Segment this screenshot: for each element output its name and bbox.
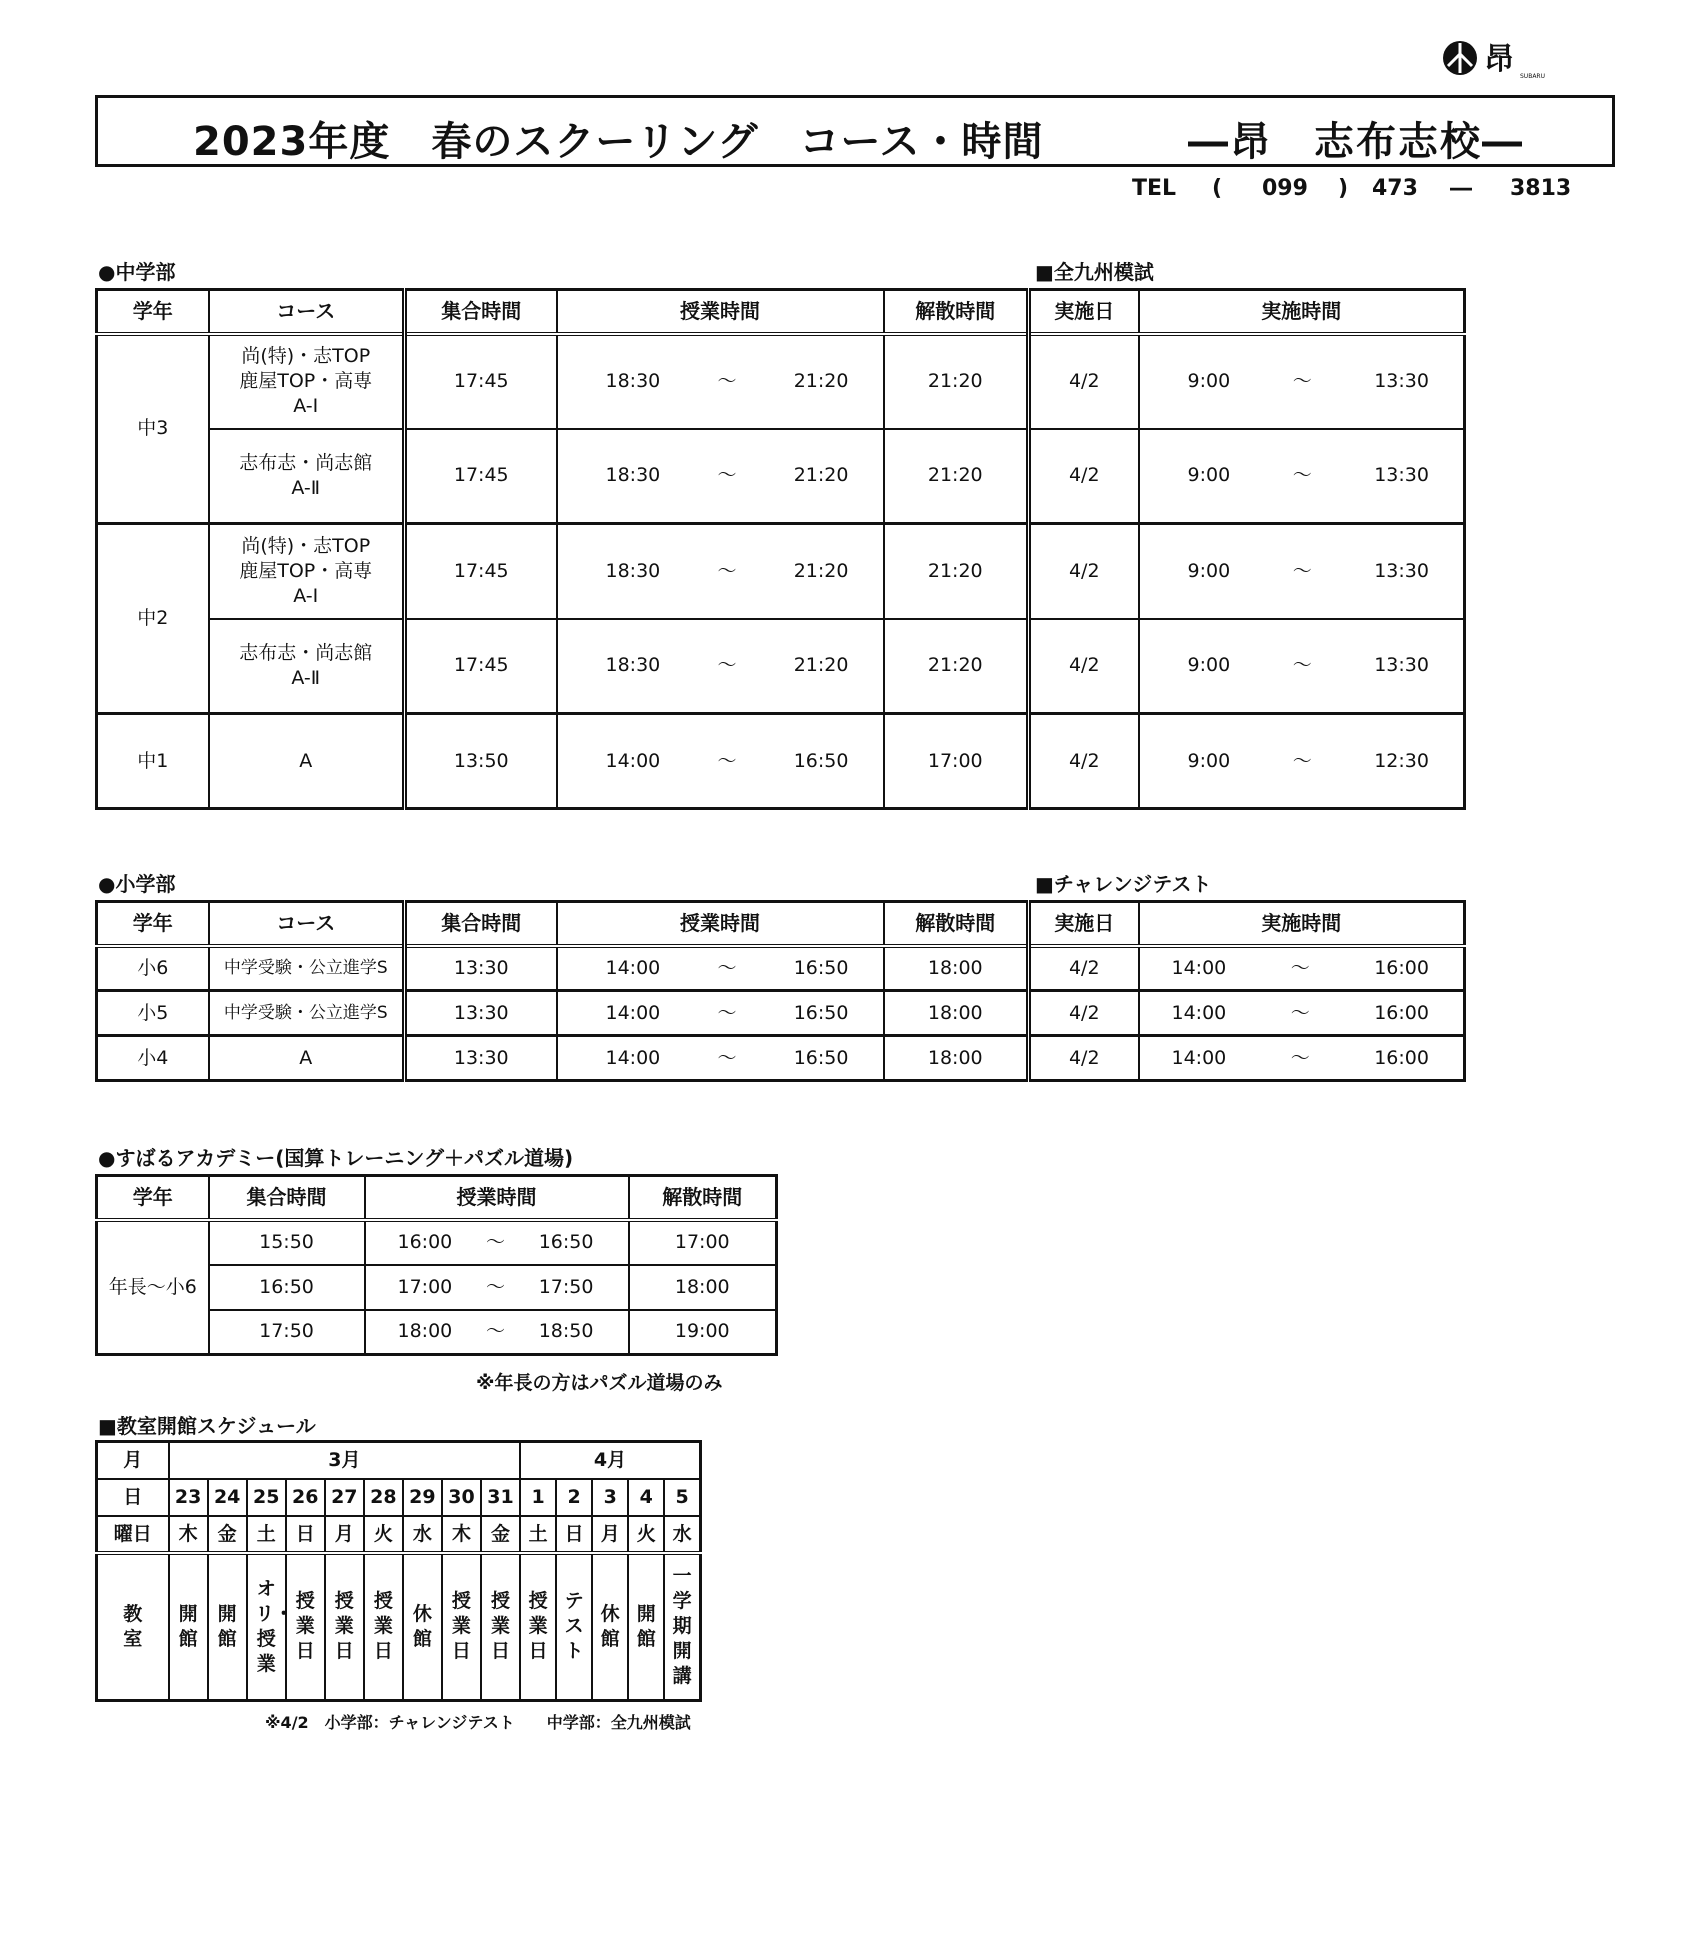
weekday-cell: 木	[169, 1516, 208, 1553]
course-cell: 中学受験・公立進学S	[209, 991, 405, 1036]
table-row	[97, 334, 1465, 429]
gather-time: 17:45	[405, 334, 557, 429]
header-cell: 解散時間	[884, 902, 1029, 946]
header-cell: 授業時間	[557, 290, 884, 334]
status-cell: 授業日	[442, 1553, 481, 1701]
header-cell: 解散時間	[884, 290, 1029, 334]
exam-date: 4/2	[1029, 714, 1139, 809]
class-time: 14:00 ～ 16:50	[557, 714, 884, 809]
grade-cell: 小4	[97, 1036, 209, 1081]
table-row	[97, 946, 1465, 991]
gather-time: 16:50	[209, 1265, 365, 1310]
gather-time: 15:50	[209, 1220, 365, 1265]
test-date: 4/2	[1029, 1036, 1139, 1081]
dismiss-time: 17:00	[884, 714, 1029, 809]
month-april: 4月	[520, 1442, 700, 1479]
weekday-cell: 火	[364, 1516, 403, 1553]
class-time: 16:00 ～ 16:50	[365, 1220, 629, 1265]
test-date: 4/2	[1029, 991, 1139, 1036]
weekday-label: 曜日	[97, 1516, 169, 1553]
exam-time: 9:00 ～ 13:30	[1139, 429, 1465, 524]
day-cell: 25	[247, 1479, 286, 1516]
header-cell: 集合時間	[405, 902, 557, 946]
class-time: 17:00 ～ 17:50	[365, 1265, 629, 1310]
test-time: 14:00 ～ 16:00	[1139, 991, 1465, 1036]
class-time: 14:00 ～ 16:50	[557, 946, 884, 991]
status-cell: 授業日	[286, 1553, 325, 1701]
elementary-table	[95, 900, 1466, 1082]
gather-time: 17:45	[405, 429, 557, 524]
course-cell: A	[209, 714, 405, 809]
status-cell: 授業日	[520, 1553, 556, 1701]
header-cell: 学年	[97, 290, 209, 334]
tel-exchange: 473	[1372, 176, 1418, 201]
day-cell: 23	[169, 1479, 208, 1516]
gather-time: 17:45	[405, 524, 557, 619]
gather-time: 17:45	[405, 619, 557, 714]
dismiss-time: 19:00	[629, 1310, 777, 1355]
course-cell: 中学受験・公立進学S	[209, 946, 405, 991]
tel-area-code: 099	[1262, 176, 1308, 201]
table-row	[97, 714, 1465, 809]
exam-time: 9:00 ～ 13:30	[1139, 619, 1465, 714]
header-cell: 集合時間	[209, 1176, 365, 1220]
weekday-cell: 日	[286, 1516, 325, 1553]
gather-time: 13:50	[405, 714, 557, 809]
table-row	[97, 429, 1465, 524]
academy-section-label: ●すばるアカデミー(国算トレーニング＋パズル道場)	[98, 1146, 574, 1170]
weekday-cell: 月	[592, 1516, 628, 1553]
header-cell: コース	[209, 290, 405, 334]
logo-text: 昂	[1484, 42, 1514, 77]
dismiss-time: 18:00	[884, 1036, 1029, 1081]
course-cell: A	[209, 1036, 405, 1081]
day-row	[97, 1479, 701, 1516]
status-cell: 授業日	[481, 1553, 520, 1701]
header-cell: 集合時間	[405, 290, 557, 334]
status-cell: 開館	[208, 1553, 247, 1701]
table-row	[97, 524, 1465, 619]
grade-cell: 小6	[97, 946, 209, 991]
tel-dash: ―	[1450, 176, 1472, 201]
day-cell: 3	[592, 1479, 628, 1516]
weekday-cell: 水	[664, 1516, 700, 1553]
svg-text:SUBARU: SUBARU	[1520, 73, 1545, 80]
tel-paren-close: )	[1338, 176, 1349, 201]
weekday-row	[97, 1516, 701, 1553]
tel-paren-open: (	[1212, 176, 1223, 201]
status-cell: 授業日	[364, 1553, 403, 1701]
status-cell: 開館	[628, 1553, 664, 1701]
status-cell: 授業日	[325, 1553, 364, 1701]
dismiss-time: 21:20	[884, 619, 1029, 714]
grade-cell: 中1	[97, 714, 209, 809]
day-cell: 30	[442, 1479, 481, 1516]
weekday-cell: 金	[481, 1516, 520, 1553]
status-cell: テスト	[556, 1553, 592, 1701]
weekday-cell: 木	[442, 1516, 481, 1553]
test-time: 14:00 ～ 16:00	[1139, 1036, 1465, 1081]
junior-table	[95, 288, 1466, 810]
status-cell: 休館	[403, 1553, 442, 1701]
junior-exam-label: ■全九州模試	[1035, 260, 1154, 284]
dismiss-time: 21:20	[884, 524, 1029, 619]
weekday-cell: 土	[247, 1516, 286, 1553]
weekday-cell: 金	[208, 1516, 247, 1553]
gather-time: 17:50	[209, 1310, 365, 1355]
day-cell: 31	[481, 1479, 520, 1516]
elementary-test-label: ■チャレンジテスト	[1035, 872, 1212, 896]
exam-time: 9:00 ～ 13:30	[1139, 334, 1465, 429]
day-cell: 29	[403, 1479, 442, 1516]
dismiss-time: 17:00	[629, 1220, 777, 1265]
day-cell: 5	[664, 1479, 700, 1516]
academy-table	[95, 1174, 778, 1356]
course-cell: 尚(特)・志TOP 鹿屋TOP・高専 A-Ⅰ	[209, 334, 405, 429]
day-cell: 4	[628, 1479, 664, 1516]
header-cell: 実施時間	[1139, 902, 1465, 946]
weekday-cell: 火	[628, 1516, 664, 1553]
weekday-cell: 土	[520, 1516, 556, 1553]
header-cell: 授業時間	[557, 902, 884, 946]
day-cell: 2	[556, 1479, 592, 1516]
dismiss-time: 18:00	[884, 991, 1029, 1036]
status-cell: 開館	[169, 1553, 208, 1701]
exam-time: 9:00 ～ 13:30	[1139, 524, 1465, 619]
gather-time: 13:30	[405, 946, 557, 991]
dismiss-time: 21:20	[884, 429, 1029, 524]
table-row	[97, 1036, 1465, 1081]
class-time: 18:30 ～ 21:20	[557, 619, 884, 714]
tel-label: TEL	[1132, 176, 1177, 201]
day-label: 日	[97, 1479, 169, 1516]
grade-cell: 中2	[97, 524, 209, 714]
class-time: 14:00 ～ 16:50	[557, 1036, 884, 1081]
header-cell: 学年	[97, 902, 209, 946]
status-cell: オリ・授業	[247, 1553, 286, 1701]
day-cell: 24	[208, 1479, 247, 1516]
day-cell: 28	[364, 1479, 403, 1516]
page-title: 2023年度 春のスクーリング コース・時間	[193, 119, 1044, 165]
header-cell: コース	[209, 902, 405, 946]
weekday-cell: 水	[403, 1516, 442, 1553]
exam-date: 4/2	[1029, 619, 1139, 714]
table-row	[97, 991, 1465, 1036]
table-row	[97, 619, 1465, 714]
status-cell: 休館	[592, 1553, 628, 1701]
course-cell: 志布志・尚志館 A-Ⅱ	[209, 619, 405, 714]
table-row	[97, 1220, 777, 1265]
month-march: 3月	[169, 1442, 520, 1479]
course-cell: 志布志・尚志館 A-Ⅱ	[209, 429, 405, 524]
day-cell: 1	[520, 1479, 556, 1516]
subaru-logo	[1440, 38, 1570, 82]
class-time: 18:30 ～ 21:20	[557, 524, 884, 619]
class-time: 14:00 ～ 16:50	[557, 991, 884, 1036]
header-cell: 解散時間	[629, 1176, 777, 1220]
test-date: 4/2	[1029, 946, 1139, 991]
grade-cell: 小5	[97, 991, 209, 1036]
month-row	[97, 1442, 701, 1479]
exam-date: 4/2	[1029, 524, 1139, 619]
academy-note: ※年長の方はパズル道場のみ	[476, 1372, 723, 1394]
schedule-section-label: ■教室開館スケジュール	[98, 1414, 316, 1438]
exam-date: 4/2	[1029, 334, 1139, 429]
grade-cell: 年長～小6	[97, 1220, 209, 1355]
title-box	[95, 95, 1615, 167]
day-cell: 27	[325, 1479, 364, 1516]
weekday-cell: 日	[556, 1516, 592, 1553]
day-cell: 26	[286, 1479, 325, 1516]
status-cell: 一学期開講	[664, 1553, 700, 1701]
class-time: 18:00 ～ 18:50	[365, 1310, 629, 1355]
tel-number: 3813	[1510, 176, 1572, 201]
weekday-cell: 月	[325, 1516, 364, 1553]
dismiss-time: 21:20	[884, 334, 1029, 429]
header-cell: 実施日	[1029, 902, 1139, 946]
header-cell: 実施日	[1029, 290, 1139, 334]
status-label: 教室	[97, 1553, 169, 1701]
school-name: ―昂 志布志校―	[1188, 119, 1524, 165]
header-cell: 授業時間	[365, 1176, 629, 1220]
header-cell: 実施時間	[1139, 290, 1465, 334]
course-cell: 尚(特)・志TOP 鹿屋TOP・高専 A-Ⅰ	[209, 524, 405, 619]
test-time: 14:00 ～ 16:00	[1139, 946, 1465, 991]
status-row	[97, 1553, 701, 1701]
gather-time: 13:30	[405, 1036, 557, 1081]
exam-date: 4/2	[1029, 429, 1139, 524]
dismiss-time: 18:00	[629, 1265, 777, 1310]
dismiss-time: 18:00	[884, 946, 1029, 991]
month-label: 月	[97, 1442, 169, 1479]
exam-time: 9:00 ～ 12:30	[1139, 714, 1465, 809]
header-cell: 学年	[97, 1176, 209, 1220]
grade-cell: 中3	[97, 334, 209, 524]
schedule-table	[95, 1440, 702, 1702]
gather-time: 13:30	[405, 991, 557, 1036]
class-time: 18:30 ～ 21:20	[557, 429, 884, 524]
schedule-footnote: ※4/2 小学部：チャレンジテスト 中学部：全九州模試	[265, 1713, 691, 1732]
class-time: 18:30 ～ 21:20	[557, 334, 884, 429]
elementary-section-label: ●小学部	[98, 872, 176, 896]
junior-section-label: ●中学部	[98, 260, 176, 284]
